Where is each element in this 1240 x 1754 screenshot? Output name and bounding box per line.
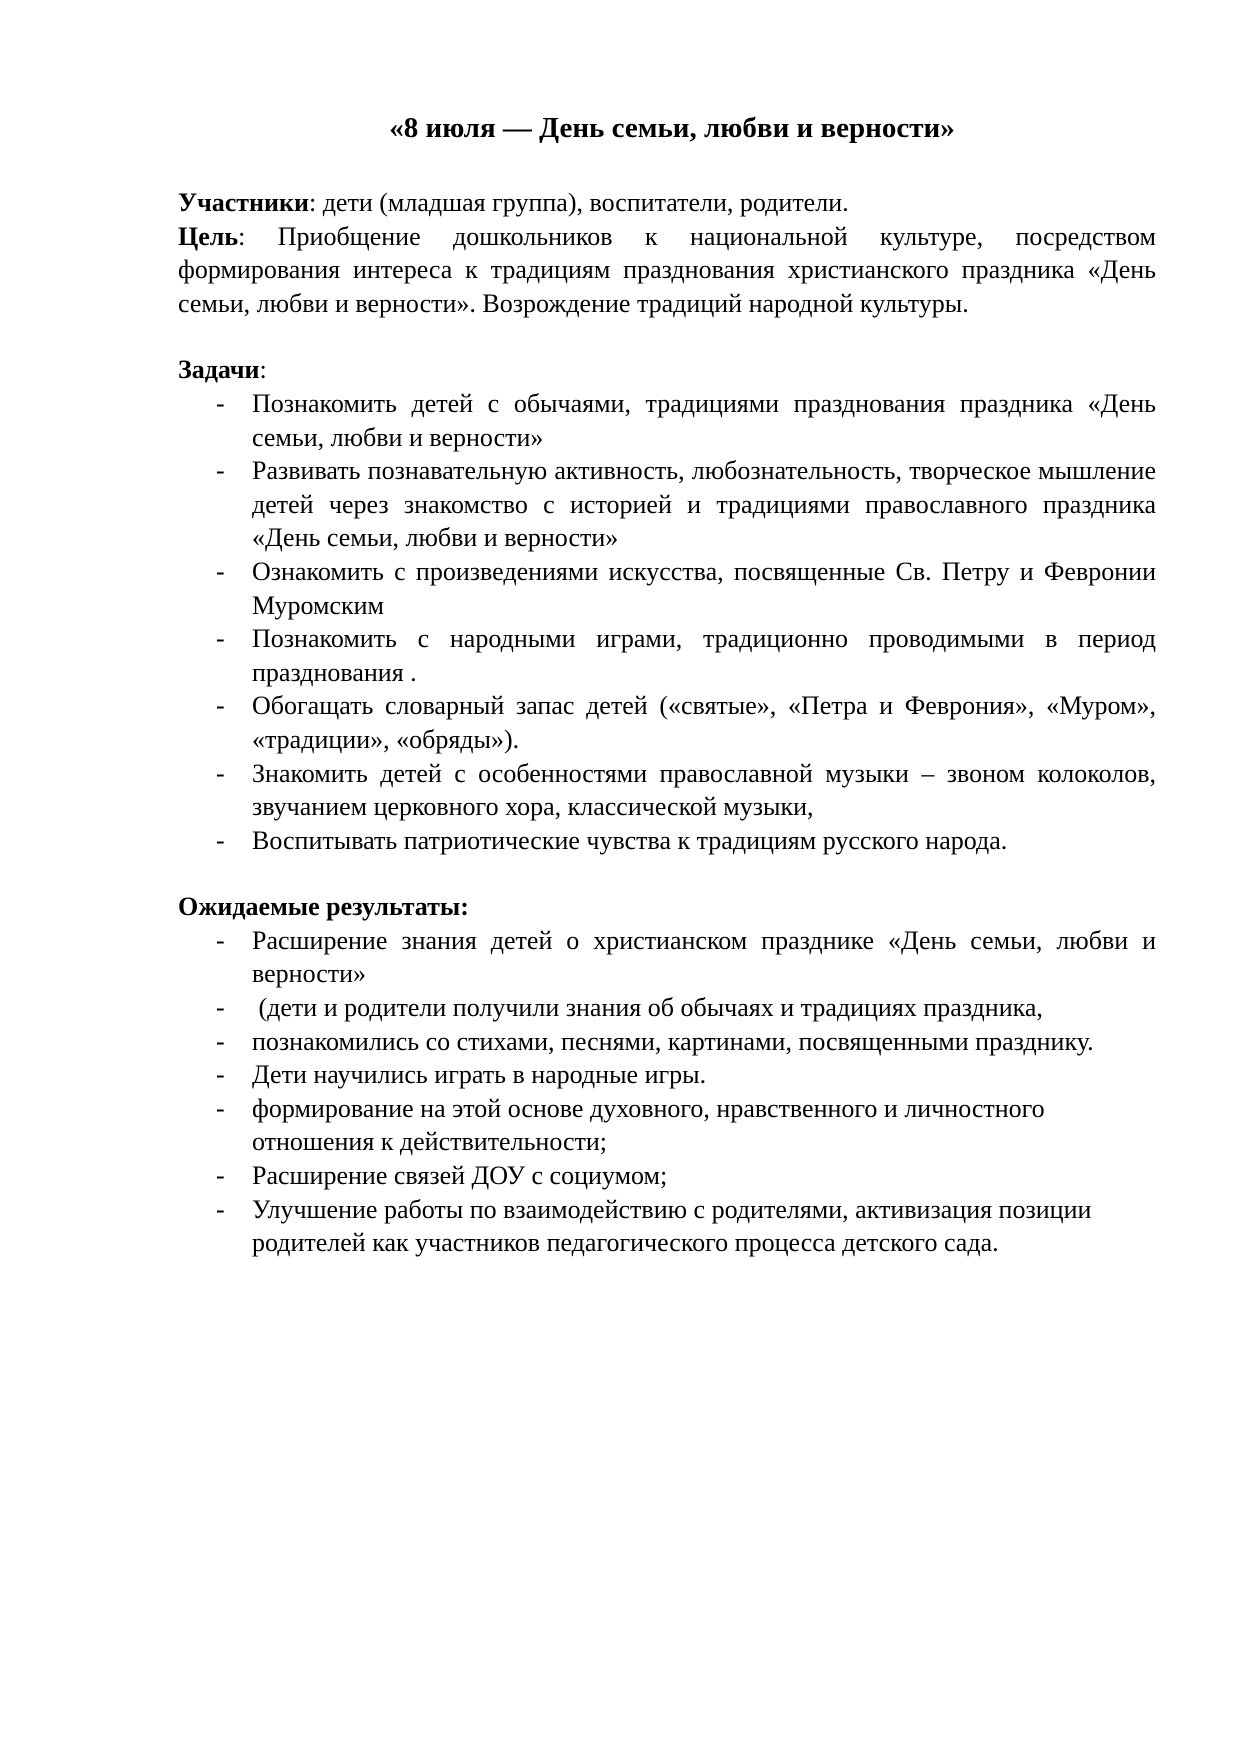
tasks-heading-colon: : xyxy=(259,355,267,385)
list-item: - Познакомить с народными играми, традиционно проводимыми в период празднования . xyxy=(216,624,1156,687)
document-page xyxy=(178,110,1156,1260)
goal-label: Цель xyxy=(178,221,239,251)
dash-bullet: - xyxy=(216,556,225,586)
dash-bullet: - xyxy=(216,691,225,721)
dash-bullet: - xyxy=(216,388,225,418)
dash-bullet: - xyxy=(216,1060,225,1090)
results-list xyxy=(178,924,1156,1260)
list-item: - формирование на этой основе духовного, нравственного и личностного отношения к действительности; xyxy=(216,1093,1045,1157)
list-item: - Улучшение работы по взаимодействию с родителями, активизация позиции родителей как участников педагогического процесса детского сада. xyxy=(216,1194,1092,1258)
goal-text: : Приобщение дошкольников к национальной культуре, посредством формирования интереса к традициям празднования христианского праздника «День семьи, любви и верности». Возрождение традиций народной культуры. xyxy=(178,221,1156,318)
participants-text: : дети (младшая группа), воспитатели, родители. xyxy=(308,188,849,217)
list-item: - (дети и родители получили знания об обычаях и традициях праздника, xyxy=(178,991,1156,1025)
goal-paragraph xyxy=(178,220,1156,321)
list-item: - Познакомить детей с обычаями, традициями празднования праздника «День семьи, любви и верности» xyxy=(216,388,1156,452)
results-heading: Ожидаемые результаты: xyxy=(178,892,469,922)
participants-label: Участники xyxy=(178,188,309,217)
dash-bullet: - xyxy=(216,825,225,855)
dash-bullet: - xyxy=(216,758,225,788)
participants-paragraph xyxy=(178,186,1156,220)
list-item: - Расширение знания детей о христианском празднике «День семьи, любви и верности» xyxy=(216,925,1156,989)
list-item: - Расширение связей ДОУ с социумом; xyxy=(178,1159,1156,1193)
tasks-list xyxy=(178,387,1156,857)
list-item: - Дети научились играть в народные игры. xyxy=(178,1058,1156,1092)
dash-bullet: - xyxy=(216,1093,225,1123)
dash-bullet: - xyxy=(216,1026,225,1056)
dash-bullet: - xyxy=(216,925,225,955)
document-title: «8 июля — День семьи, любви и верности» xyxy=(389,112,955,144)
list-item: - познакомились со стихами, песнями, картинами, посвященными празднику. xyxy=(178,1025,1156,1059)
list-item: - Обогащать словарный запас детей («святые», «Петра и Феврония», «Муром», «традиции», «обряды»). xyxy=(216,691,1156,754)
list-item: - Развивать познавательную активность, любознательность, творческое мышление детей через знакомство с историей и традициями православного праздника «День семьи, любви и верности» xyxy=(216,456,1156,553)
spacer xyxy=(178,320,1156,353)
list-item: - Ознакомить с произведениями искусства, посвященные Св. Петру и Февронии Муромским xyxy=(216,556,1156,620)
tasks-heading: Задачи: xyxy=(178,355,267,385)
list-item: - Воспитывать патриотические чувства к традициям русского народа. xyxy=(178,824,1156,858)
dash-bullet: - xyxy=(216,624,225,654)
dash-bullet: - xyxy=(216,1194,225,1224)
list-item: - Знакомить детей с особенностями православной музыки – звоном колоколов, звучанием церковного хора, классической музыки, xyxy=(216,758,1156,822)
dash-bullet: - xyxy=(216,456,225,486)
dash-bullet: - xyxy=(216,1161,225,1191)
dash-bullet: - xyxy=(216,993,225,1023)
spacer xyxy=(178,857,1156,890)
